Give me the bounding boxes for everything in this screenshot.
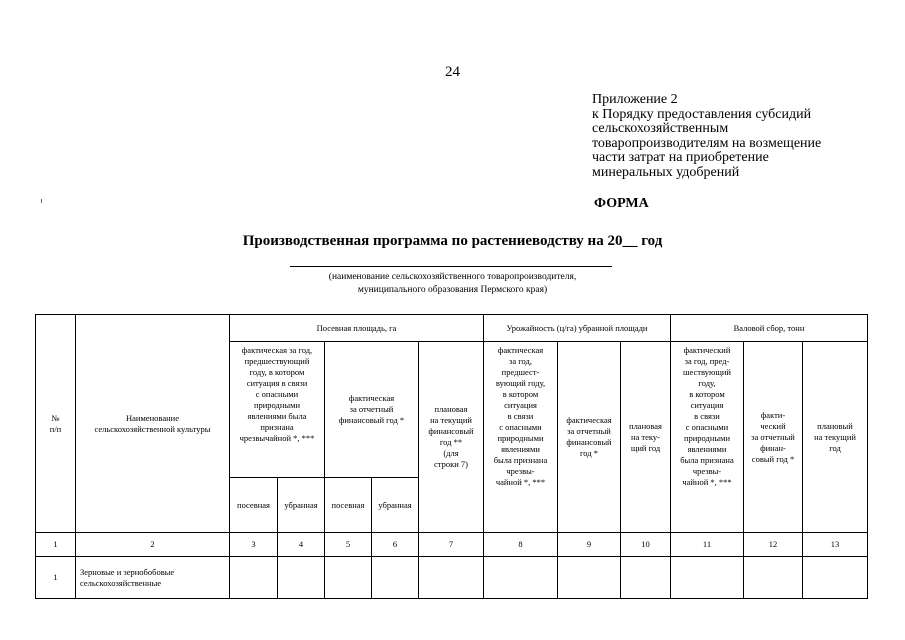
col-no-header: № п/п [36,315,76,533]
column-number: 9 [558,533,621,557]
table-cell[interactable] [419,557,484,599]
production-program-table [35,314,868,599]
column-number: 3 [230,533,278,557]
table-cell[interactable] [230,557,278,599]
appendix-line: части затрат на приобретение [592,150,769,166]
area-prev-year-header: фактическая за год, предшествующий году, в котором ситуация в связи с опасными природными явлениями была признана чрезвычайной *, *** [230,342,325,478]
appendix-line: товаропроизводителям на возмещение [592,135,822,151]
column-number: 13 [803,533,868,557]
appendix-header [592,93,872,181]
column-number: 10 [621,533,671,557]
appendix-line: к Порядку предоставления субсидий [592,106,812,122]
yield-report-year-header: фактическая за отчетный финансовый год * [558,342,621,533]
column-number: 11 [671,533,744,557]
name-caption [0,271,905,297]
name-fill-line [290,266,612,267]
table-cell[interactable] [744,557,803,599]
table-cell[interactable] [484,557,558,599]
yield-plan-header: плановая на теку- щий год [621,342,671,533]
column-number: 6 [372,533,419,557]
yield-prev-year-header: фактическая за год, предшест- вующий году, в котором ситуация в связи с опасными природными явлениями была признана чрезвы- чайной *, *** [484,342,558,533]
column-number: 8 [484,533,558,557]
appendix-line: сельскохозяйственным [592,121,729,137]
area-report-year-header: фактическая за отчетный финансовый год * [325,342,419,478]
column-number: 7 [419,533,484,557]
column-number: 12 [744,533,803,557]
table-cell[interactable] [671,557,744,599]
harvested-subheader: убранная [372,478,419,533]
appendix-line: минеральных удобрений [592,164,740,180]
form-label: ФОРМА [594,196,649,211]
table-cell[interactable] [803,557,868,599]
harvest-prev-year-header: фактический за год, пред- шествующий году, в котором ситуация в связи с опасными природными явлениями была признана чрезвы- чайной *, *** [671,342,744,533]
table-cell[interactable] [558,557,621,599]
table-cell[interactable] [372,557,419,599]
table-cell[interactable] [278,557,325,599]
column-number-row [36,533,868,557]
harvest-report-year-header: факти- ческий за отчетный финан- совый год * [744,342,803,533]
column-number: 4 [278,533,325,557]
scan-artifact [41,199,42,203]
sown-subheader: посевная [325,478,372,533]
caption-line: муниципального образования Пермского края) [357,285,548,295]
group-yield-header: Урожайность (ц/га) убранной площади [484,315,671,342]
column-number: 2 [76,533,230,557]
sown-subheader: посевная [230,478,278,533]
table-cell[interactable] [621,557,671,599]
appendix-line: Приложение 2 [592,92,678,107]
col-name-header: Наименование сельскохозяйственной культуры [76,315,230,533]
table-row [36,557,868,599]
table-cell[interactable] [325,557,372,599]
harvested-subheader: убранная [278,478,325,533]
page-number: 24 [445,64,460,80]
document-title: Производственная программа по растениеводству на 20__ год [242,233,663,249]
group-harvest-header: Валовой сбор, тонн [671,315,868,342]
area-plan-header: плановая на текущий финансовый год ** (для строки 7) [419,342,484,533]
column-number: 5 [325,533,372,557]
row-number: 1 [36,557,76,599]
column-number: 1 [36,533,76,557]
harvest-plan-header: плановый на текущий год [803,342,868,533]
caption-line: (наименование сельскохозяйственного товаропроизводителя, [328,272,577,282]
crop-name: Зерновые и зернобобовые сельскохозяйственные [76,557,230,599]
group-sown-area-header: Посевная площадь, га [230,315,484,342]
